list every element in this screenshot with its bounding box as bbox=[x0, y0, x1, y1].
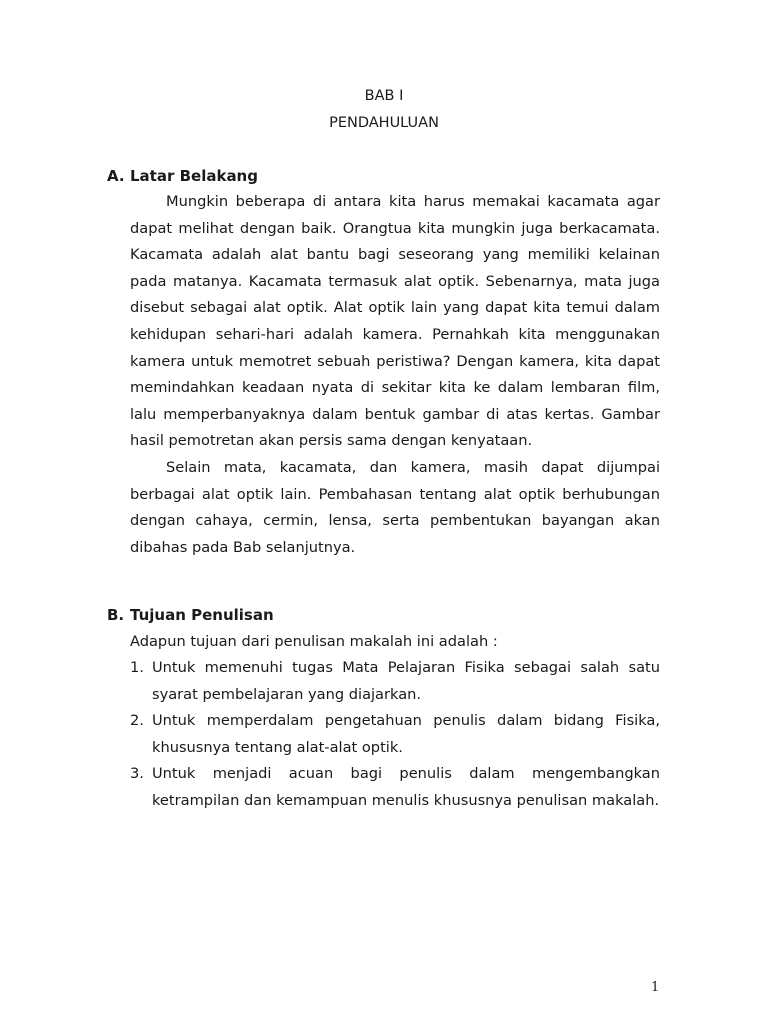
section-title: Latar Belakang bbox=[130, 167, 258, 185]
chapter-number: BAB I bbox=[364, 88, 404, 104]
section-b-intro: Adapun tujuan dari penulisan makalah ini adalah : bbox=[130, 633, 498, 650]
list-number: 1. bbox=[130, 659, 144, 676]
list-item bbox=[130, 708, 660, 761]
list-item bbox=[130, 655, 660, 708]
page-number: 1 bbox=[651, 980, 660, 995]
chapter-title: PENDAHULUAN bbox=[329, 115, 439, 131]
list-text: Untuk memenuhi tugas Mata Pelajaran Fisika sebagai salah satu syarat pembelajaran yang diajarkan. bbox=[152, 659, 660, 703]
paragraph: Selain mata, kacamata, dan kamera, masih dapat dijumpai berbagai alat optik lain. Pembahasan tentang alat optik berhubungan dengan cahaya, cermin, lensa, serta pembentukan bayangan akan dibahas pada Bab selanjutnya. bbox=[130, 458, 660, 556]
section-a-body bbox=[130, 189, 660, 561]
section-title: Tujuan Penulisan bbox=[130, 606, 274, 624]
list-item bbox=[130, 761, 660, 814]
section-heading-a bbox=[107, 167, 258, 185]
list-text: Untuk memperdalam pengetahuan penulis dalam bidang Fisika, khususnya tentang alat-alat optik. bbox=[152, 712, 660, 756]
objectives-list bbox=[130, 655, 660, 815]
paragraph: Mungkin beberapa di antara kita harus memakai kacamata agar dapat melihat dengan baik. Orangtua kita mungkin juga berkacamata. Kacamata adalah alat bantu bagi seseorang yang memiliki kelainan pada matanya. Kacamata termasuk alat optik. Sebenarnya, mata juga disebut sebagai alat optik. Alat optik lain yang dapat kita temui dalam kehidupan sehari-hari adalah kamera. Pernahkah kita menggunakan kamera untuk memotret sebuah peristiwa? Dengan kamera, kita dapat memindahkan keadaan nyata di sekitar kita ke dalam lembaran film, lalu memperbanyaknya dalam bentuk gambar di atas kertas. Gambar hasil pemotretan akan persis sama dengan kenyataan. bbox=[130, 193, 660, 450]
list-number: 3. bbox=[130, 765, 144, 783]
section-label: A. bbox=[107, 167, 125, 185]
list-number: 2. bbox=[130, 712, 144, 730]
list-text: Untuk menjadi acuan bagi penulis dalam mengembangkan ketrampilan dan kemampuan menulis khususnya penulisan makalah. bbox=[152, 765, 660, 809]
section-heading-b bbox=[107, 606, 274, 624]
section-label: B. bbox=[107, 606, 125, 624]
